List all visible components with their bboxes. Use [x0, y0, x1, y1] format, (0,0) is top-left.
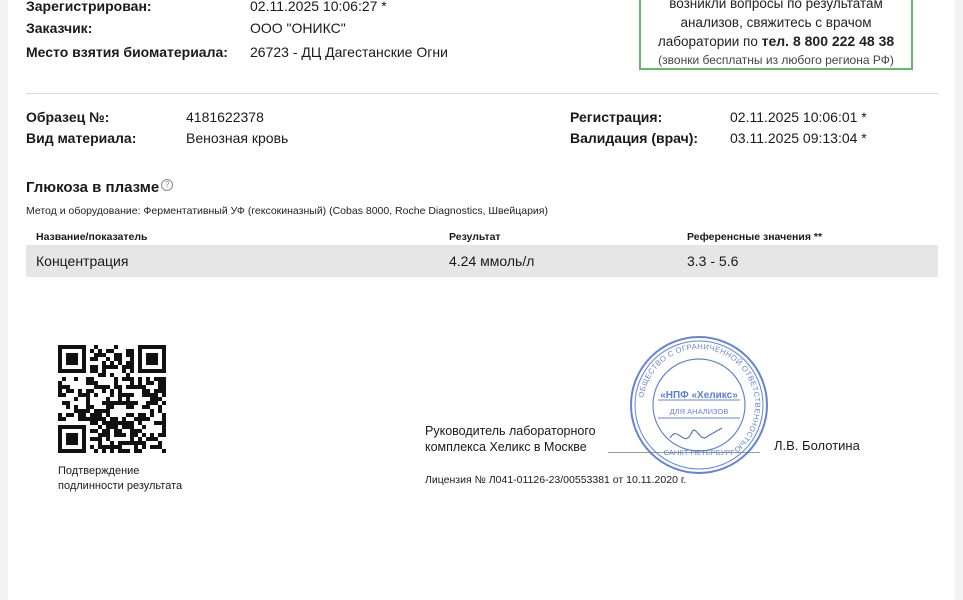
row-reference: 3.3 - 5.6	[687, 253, 739, 269]
stamp-graphic	[626, 332, 772, 478]
customer-label: Заказчик:	[26, 20, 93, 36]
material-label: Вид материала:	[26, 130, 137, 146]
contact-line1: возникли вопросы по результатам	[669, 0, 883, 11]
qr-caption-line1: Подтверждение	[58, 465, 140, 477]
header-divider	[26, 93, 938, 94]
material-value: Венозная кровь	[186, 130, 289, 146]
validation-value: 03.11.2025 09:13:04 *	[730, 130, 867, 146]
contact-line3	[641, 32, 911, 51]
registered-value: 02.11.2025 10:06:27 *	[250, 0, 387, 14]
contact-note: (звонки бесплатны из любого региона РФ)	[658, 53, 894, 67]
contact-phone: тел. 8 800 222 48 38	[761, 33, 895, 49]
customer-value: ООО "ОНИКС"	[250, 20, 346, 36]
col-header-reference: Референсные значения **	[687, 231, 823, 243]
qr-code-graphic	[58, 345, 166, 453]
place-value: 26723 - ДЦ Дагестанские Огни	[250, 44, 448, 60]
sample-value: 4181622378	[186, 109, 264, 125]
test-title-text: Глюкоза в плазме	[26, 179, 160, 196]
signer-title-line1: Руководитель лабораторного	[425, 424, 596, 438]
signature-scribble	[670, 428, 722, 439]
row-name: Концентрация	[36, 253, 129, 269]
signer-name: Л.В. Болотина	[774, 438, 860, 453]
signer-title-line2: комплекса Хеликс в Москве	[425, 440, 587, 454]
col-header-name: Название/показатель	[36, 231, 148, 243]
sample-label: Образец №:	[26, 109, 110, 125]
signer-title	[425, 423, 596, 455]
validation-label: Валидация (врач):	[570, 130, 699, 146]
test-method: Метод и оборудование: Ферментативный УФ (гексокиназный) (Cobas 8000, Roche Diagnostics, Швейцария)	[26, 205, 548, 217]
contact-box	[639, 0, 913, 70]
col-header-result: Результат	[449, 231, 501, 243]
stamp-main-text: «НПФ «Хеликс»	[660, 390, 738, 401]
row-result: 4.24 ммоль/л	[449, 253, 535, 269]
qr-caption-line2: подлинности результата	[58, 480, 183, 492]
contact-line2: анализов, свяжитесь с врачом	[680, 15, 872, 30]
contact-line3-prefix: лаборатории по	[657, 34, 762, 49]
test-title	[26, 179, 173, 196]
lab-stamp	[626, 332, 772, 478]
registration-value: 02.11.2025 10:06:01 *	[730, 109, 867, 125]
registration-label: Регистрация:	[570, 109, 663, 125]
qr-code[interactable]	[58, 345, 166, 453]
info-icon[interactable]: ?	[161, 179, 173, 191]
license-text: Лицензия № Л041-01126-23/00553381 от 10.11.2020 г.	[425, 474, 687, 486]
lab-report-page	[8, 0, 955, 600]
stamp-ring-text: ОБЩЕСТВО С ОГРАНИЧЕННОЙ ОТВЕТСТВЕННОСТЬЮ	[636, 341, 763, 455]
registered-label: Зарегистрирован:	[26, 0, 152, 14]
place-label: Место взятия биоматериала:	[26, 44, 228, 60]
stamp-city-text: САНКТ-ПЕТЕРБУРГ	[663, 448, 735, 457]
stamp-sub-text: ДЛЯ АНАЛИЗОВ	[669, 407, 729, 416]
qr-caption	[58, 464, 182, 494]
